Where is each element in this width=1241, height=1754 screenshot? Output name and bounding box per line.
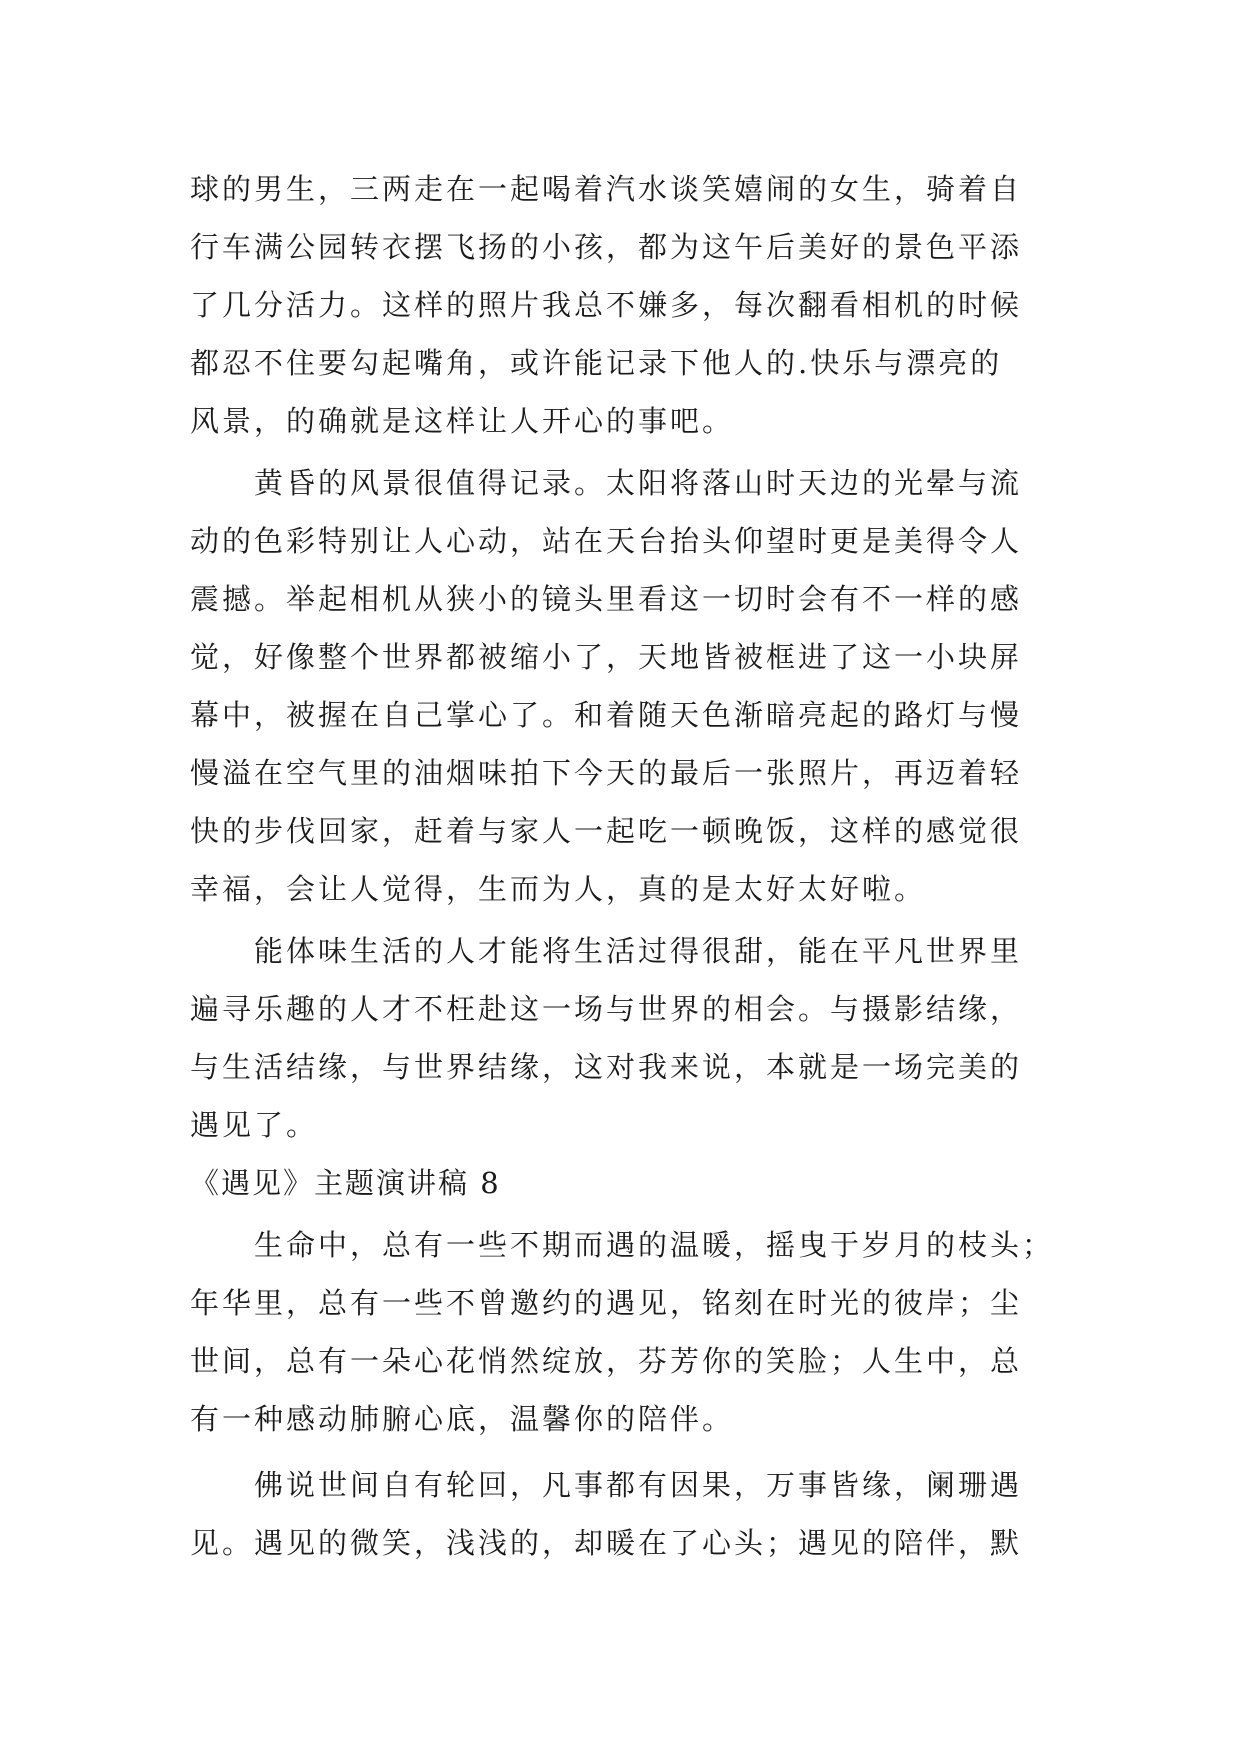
- paragraph-4: [190, 1216, 1060, 1448]
- text-line: 都忍不住要勾起嘴角，或许能记录下他人的.快乐与漂亮的: [190, 346, 1003, 380]
- text-line: 快的步伐回家，赶着与家人一起吃一顿晚饭，这样的感觉很: [190, 814, 1023, 848]
- text-line: 遇见了。: [190, 1108, 319, 1142]
- text-line: 见。遇见的微笑，浅浅的，却暖在了心头；遇见的陪伴，默: [190, 1526, 1023, 1560]
- text-line: 慢溢在空气里的油烟味拍下今天的最后一张照片，再迈着轻: [190, 756, 1023, 790]
- document-body: [190, 160, 1060, 1572]
- text-line: 黄昏的风景很值得记录。太阳将落山时天边的光晕与流: [254, 466, 1023, 500]
- text-line: 风景，的确就是这样让人开心的事吧。: [190, 404, 735, 438]
- text-line: 年华里，总有一些不曾邀约的遇见，铭刻在时光的彼岸；尘: [190, 1286, 1023, 1320]
- paragraph-1: [190, 160, 1060, 450]
- section-heading: 《遇见》主题演讲稿 8: [190, 1166, 501, 1200]
- text-line: 佛说世间自有轮回，凡事都有因果，万事皆缘，阑珊遇: [254, 1468, 1023, 1502]
- text-line: 了几分活力。这样的照片我总不嫌多，每次翻看相机的时候: [190, 288, 1023, 322]
- text-line: 能体味生活的人才能将生活过得很甜，能在平凡世界里: [254, 934, 1023, 968]
- text-line: 觉，好像整个世界都被缩小了，天地皆被框进了这一小块屏: [190, 640, 1023, 674]
- text-line: 与生活结缘，与世界结缘，这对我来说，本就是一场完美的: [190, 1050, 1023, 1084]
- text-line: 生命中，总有一些不期而遇的温暖，摇曳于岁月的枝头；: [254, 1228, 1055, 1262]
- paragraph-5: [190, 1456, 1060, 1572]
- text-line: 行车满公园转衣摆飞扬的小孩，都为这午后美好的景色平添: [190, 230, 1023, 264]
- paragraph-3: [190, 922, 1060, 1154]
- text-line: 震撼。举起相机从狭小的镜头里看这一切时会有不一样的感: [190, 582, 1023, 616]
- text-line: 幸福，会让人觉得，生而为人，真的是太好太好啦。: [190, 872, 927, 906]
- text-line: 世间，总有一朵心花悄然绽放，芬芳你的笑脸；人生中，总: [190, 1344, 1023, 1378]
- text-line: 有一种感动肺腑心底，温馨你的陪伴。: [190, 1402, 735, 1436]
- text-line: 幕中，被握在自己掌心了。和着随天色渐暗亮起的路灯与慢: [190, 698, 1023, 732]
- paragraph-2: [190, 454, 1060, 918]
- text-line: 动的色彩特别让人心动，站在天台抬头仰望时更是美得令人: [190, 524, 1023, 558]
- text-line: 遍寻乐趣的人才不枉赴这一场与世界的相会。与摄影结缘，: [190, 992, 1023, 1026]
- text-line: 球的男生，三两走在一起喝着汽水谈笑嬉闹的女生，骑着自: [190, 172, 1023, 206]
